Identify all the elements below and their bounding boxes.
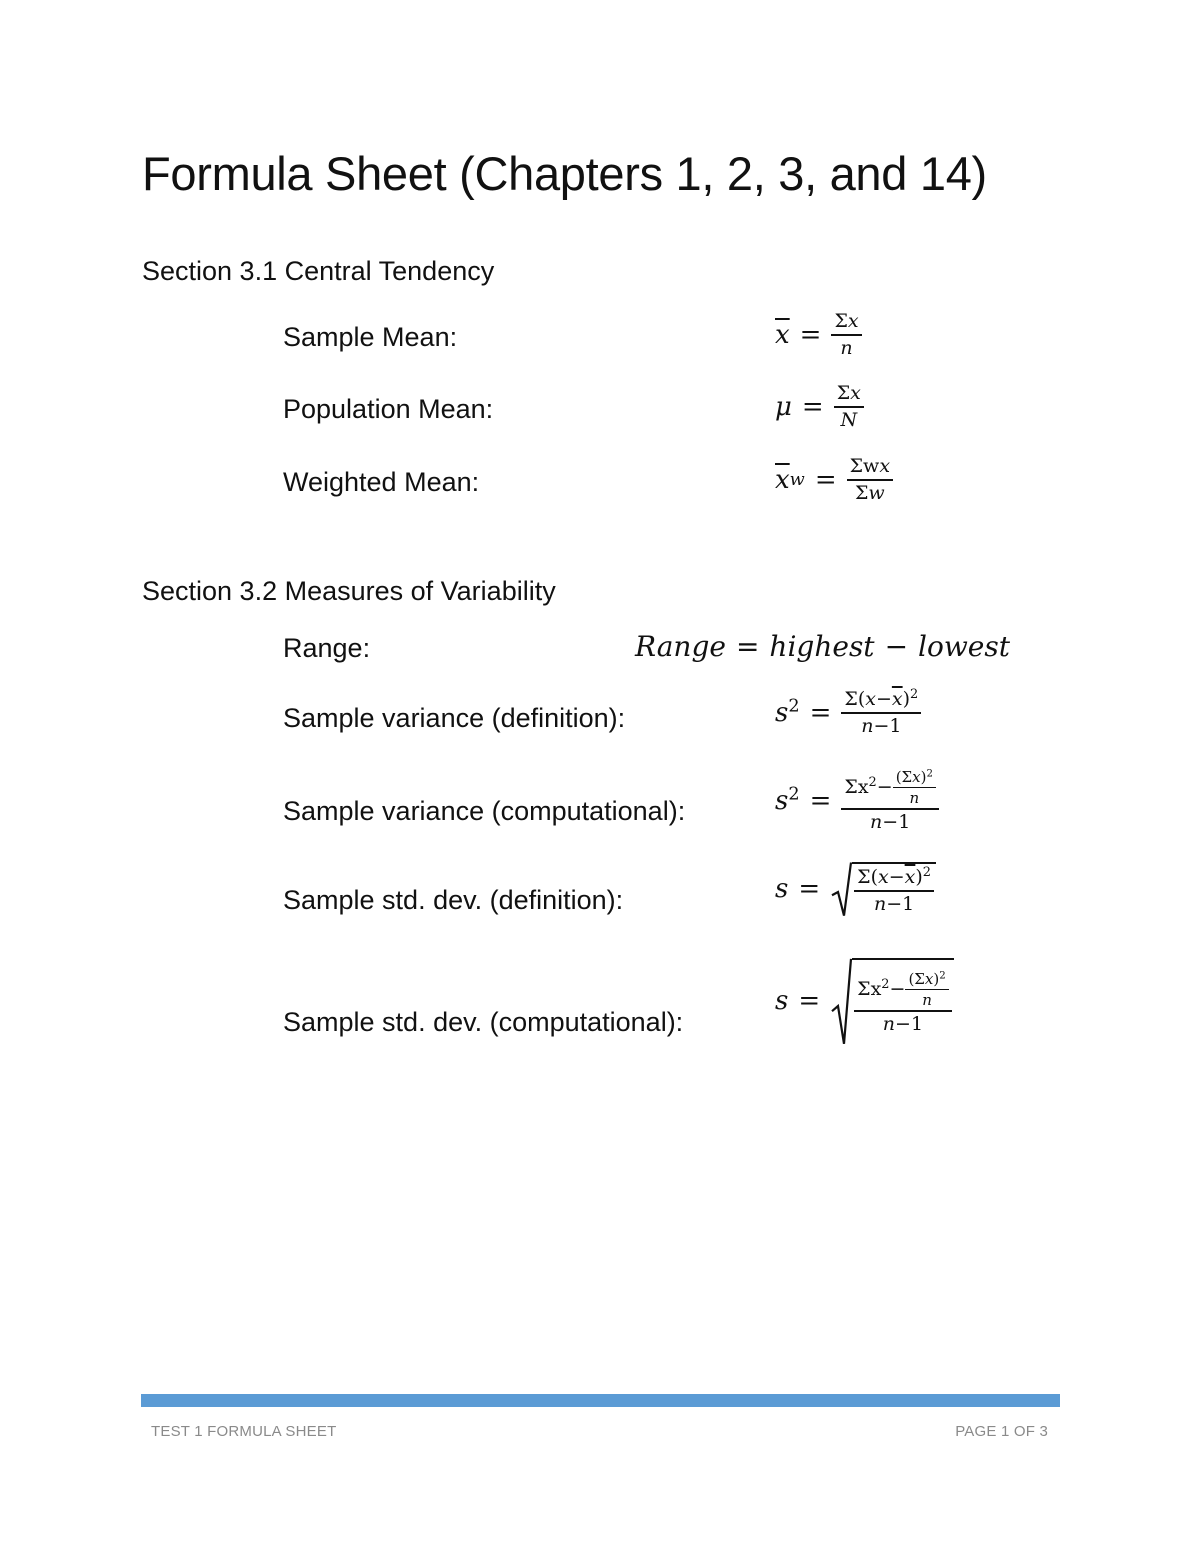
label-sample-mean: Sample Mean: [283,322,458,352]
label-sample-variance-computational: Sample variance (computational): [283,796,686,826]
formula-range: Range = highest − lowest [635,630,1011,663]
footer-bar [141,1394,1060,1407]
formula-sample-variance-definition: $s^2$ = $\frac{\Sigma(x-\overline{x})^2}{n-1}$ [775,688,921,738]
page-title: Formula Sheet (Chapters 1, 2, 3, and 14) [142,147,987,200]
label-sample-std-dev-computational: Sample std. dev. (computational): [283,1007,684,1037]
footer-document-title: TEST 1 FORMULA SHEET [151,1423,337,1440]
footer-page-number: PAGE 1 OF 3 [955,1423,1048,1440]
formula-sample-std-dev-computational: s = $\Sigma x^2-$ $\frac{(\Sigma x)^2}{n}$ n−1 [775,958,954,1044]
square-root-symbol: $\frac{\Sigma(x-\overline{x})^2}{n-1}$ [830,862,936,916]
label-sample-variance-definition: Sample variance (definition): [283,703,626,733]
formula-sample-std-dev-definition: s = $\frac{\Sigma(x-\overline{x})^2}{n-1}$ [775,862,936,916]
label-range: Range: [283,633,371,663]
formula-sample-variance-computational: $s^2$ = $\Sigma x^2-$ $\frac{(\Sigma x)^2}{n}$ n−1 [775,768,939,834]
square-root-symbol: $\Sigma x^2-$ $\frac{(\Sigma x)^2}{n}$ n−1 [830,958,954,1044]
formula-weighted-mean: $\overline{x}$ w = $\frac{\text{Σwx}}{\Sigma w}$ [775,455,893,505]
formula-sample-mean: $\overline{x}$ = $\frac{\Sigma x}{n}$ [775,310,862,360]
formula-population-mean: μ = $\frac{\Sigma x}{N}$ [775,382,864,432]
label-weighted-mean: Weighted Mean: [283,467,480,497]
section-heading-variability: Section 3.2 Measures of Variability [142,576,556,606]
section-heading-central-tendency: Section 3.1 Central Tendency [142,256,495,286]
label-population-mean: Population Mean: [283,394,494,424]
label-sample-std-dev-definition: Sample std. dev. (definition): [283,885,624,915]
